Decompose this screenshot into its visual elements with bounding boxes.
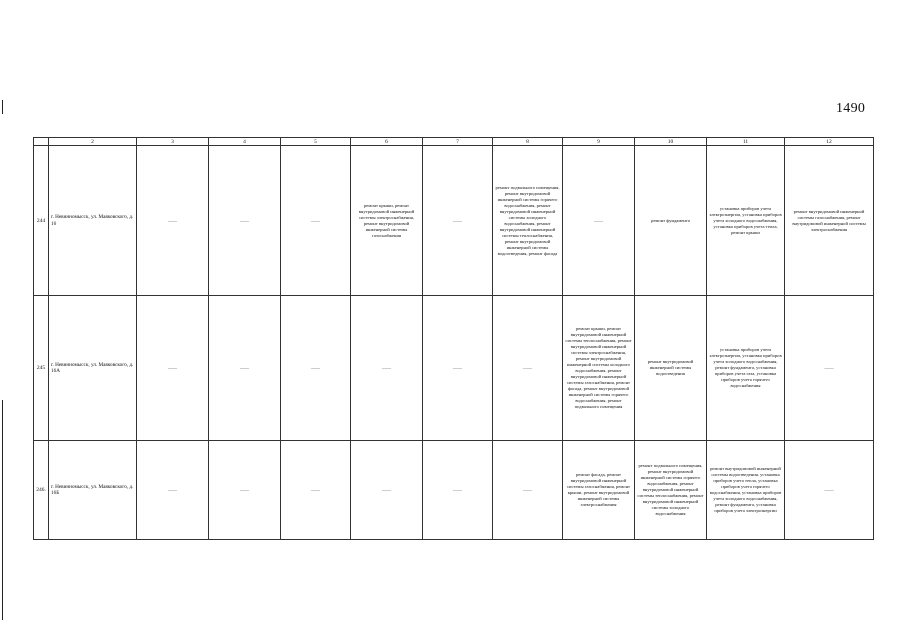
row-number: 246. <box>34 441 49 540</box>
table-row <box>34 441 874 540</box>
cell-col7: —— <box>423 296 493 441</box>
repair-schedule-table <box>33 137 874 540</box>
col-header: 6 <box>351 138 423 146</box>
cell-col9: ремонт фасада, ремонт внутридомовой инженерной системы газоснабжения, ремонт крыши, ремонт внутридомовой инженерной системы электроснабжения <box>563 441 635 540</box>
column-number-row <box>34 138 874 146</box>
cell-col7: —— <box>423 146 493 296</box>
col-header: 3 <box>137 138 209 146</box>
cell-col4: —— <box>209 441 281 540</box>
cell-col8: —— <box>493 441 563 540</box>
cell-col10: ремонт внутридомовой инженерной системы водоотведения <box>635 296 707 441</box>
cell-col6: —— <box>351 296 423 441</box>
col-header: 12 <box>785 138 874 146</box>
cell-col11: установка приборов учета электроэнергии, установка приборов учета холодного водоснабжения, установка приборов учета тепла, ремонт крыши <box>707 146 785 296</box>
cell-col6: ремонт крыши, ремонт внутридомовой инженерной системы электроснабжения, ремонт внутридомовой инженерной системы газоснабжения <box>351 146 423 296</box>
cell-col9: —— <box>563 146 635 296</box>
table-row <box>34 296 874 441</box>
cell-col5: —— <box>281 296 351 441</box>
page-number: 1490 <box>836 101 866 116</box>
cell-col10: ремонт подвального помещения, ремонт внутридомовой инженерной системы горячего водоснабжения, ремонт внутридомовой инженерной системы теплоснабжения, ремонт внутридомовой инженерной системы холодного водоснабжения <box>635 441 707 540</box>
cell-col12: —— <box>785 441 874 540</box>
cell-col4: —— <box>209 146 281 296</box>
address-cell: г. Невинномысск, ул. Маяковского, д. 16Б <box>49 441 137 540</box>
col-header: 5 <box>281 138 351 146</box>
table-row <box>34 146 874 296</box>
col-header: 4 <box>209 138 281 146</box>
cell-col5: —— <box>281 441 351 540</box>
address-cell: г. Невинномысск, ул. Маяковского, д. 16А <box>49 296 137 441</box>
cell-col12: —— <box>785 296 874 441</box>
cell-col7: —— <box>423 441 493 540</box>
col-header: 10 <box>635 138 707 146</box>
cell-col3: —— <box>137 146 209 296</box>
cell-col5: —— <box>281 146 351 296</box>
cell-col8: ремонт подвального помещения, ремонт внутридомовой инженерной системы горячего водоснабжения, ремонт внутридомовой инженерной системы холодного водоснабжения, ремонт внутридомовой инженерной системы теплоснабжения, ремонт внутридомовой инженерной системы водоотведения, ремонт фасада <box>493 146 563 296</box>
cell-col3: —— <box>137 296 209 441</box>
cell-col11: ремонт внутридомовой инженерной системы водоотведения, установка приборов учета тепла, установка приборов учета горячего водоснабжения, установка приборов учета холодного водоснабжения, ремонт фундамента, установка приборов учета электроэнергии <box>707 441 785 540</box>
col-header: 11 <box>707 138 785 146</box>
row-number: 244 <box>34 146 49 296</box>
cell-col3: —— <box>137 441 209 540</box>
col-header: 8 <box>493 138 563 146</box>
address-cell: г. Невинномысск, ул. Маяковского, д. 16 <box>49 146 137 296</box>
cell-col9: ремонт крыши, ремонт внутридомовой инженерной системы теплоснабжения, ремонт внутридомовой инженерной системы электроснабжения, ремонт внутридомовой инженерной системы холодного водоснабжения, ремонт внутридомовой инженерной системы газоснабжения, ремонт фасада, ремонт внутридомовой инженерной системы горячего водоснабжения, ремонт подвального помещения <box>563 296 635 441</box>
col-header: 2 <box>49 138 137 146</box>
cell-col12: ремонт внутридомовой инженерной системы газоснабжения, ремонт внутридомовой инженерной системы электроснабжения <box>785 146 874 296</box>
left-margin-mark <box>2 100 3 114</box>
cell-col11: установка приборов учета электроэнергии, установка приборов учета холодного водоснабжения, ремонт фундамента, установка приборов учета газа, установка приборов учета горячего водоснабжения <box>707 296 785 441</box>
col-header: 9 <box>563 138 635 146</box>
row-number: 245 <box>34 296 49 441</box>
cell-col8: —— <box>493 296 563 441</box>
left-margin-line <box>2 400 3 620</box>
cell-col10: ремонт фундамента <box>635 146 707 296</box>
col-header <box>34 138 49 146</box>
col-header: 7 <box>423 138 493 146</box>
cell-col4: —— <box>209 296 281 441</box>
cell-col6: —— <box>351 441 423 540</box>
